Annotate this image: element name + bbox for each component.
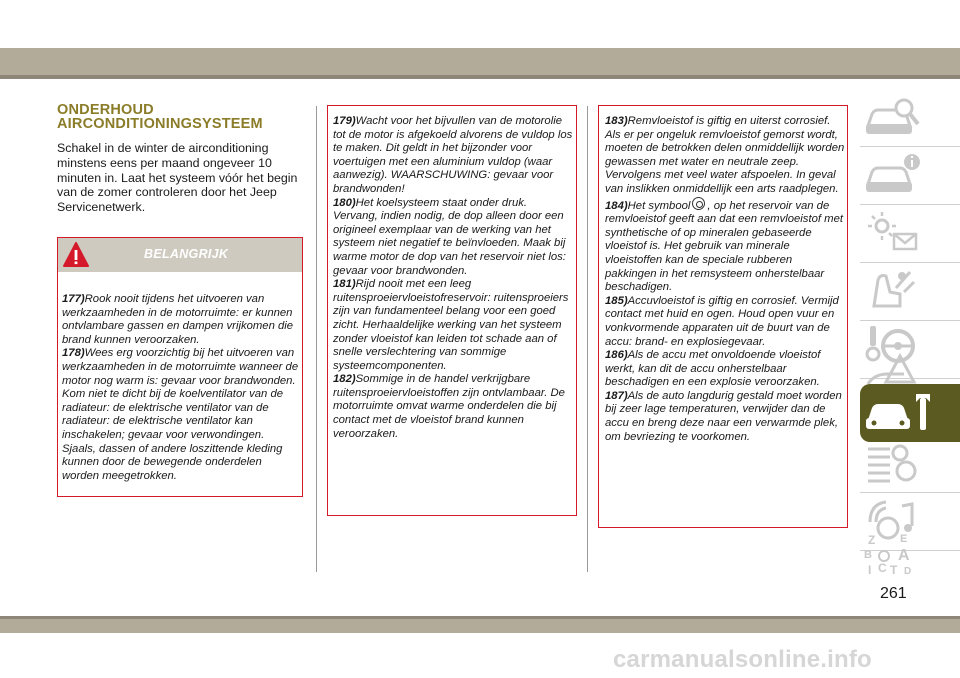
- warnings-box-column3: [598, 105, 848, 528]
- important-box-title: BELANGRIJK: [144, 247, 229, 261]
- page-number: 261: [880, 585, 907, 602]
- note-179: [333, 115, 573, 197]
- note-number: 179): [333, 115, 356, 127]
- index-letter: Z: [868, 533, 876, 547]
- nav-tab-warning-lights[interactable]: [860, 204, 960, 262]
- header-band: [0, 48, 960, 75]
- nav-tab-technical-data[interactable]: [860, 437, 960, 495]
- note-186: [605, 349, 845, 390]
- note-178: [62, 347, 300, 483]
- nav-tab-dashboard[interactable]: [860, 146, 960, 204]
- important-box: [57, 237, 303, 497]
- note-text: Rook nooit tijdens het uitvoeren van werkzaamheden in de motorruimte: er kunnen ontvlambare gassen en dampen vrijkomen die brand kunnen veroorzaken.: [62, 293, 294, 346]
- note-text: Wees erg voorzichtig bij het uitvoeren van werkzaamheden in de motorruimte wanneer de motor nog warm is: gevaar voor brandwonden. Kom niet te dicht bij de koelventilator van de radiateur: de elektrische ventilator van de radiateur: de elektrische ventilator kan inschakelen; gevaar voor verwondingen. Sjaals, dassen of andere loszittende kleding kunnen door de bewegende onderdelen worden meegetrokken.: [62, 347, 299, 482]
- note-number: 178): [62, 347, 85, 360]
- note-185: [605, 295, 845, 349]
- footer-band: [0, 619, 960, 633]
- note-187: [605, 390, 845, 444]
- nav-tab-getting-to-know[interactable]: [860, 88, 960, 146]
- section-heading-line2: AIRCONDITIONINGSYSTEEM: [57, 116, 263, 132]
- alphabetical-index-icon: [860, 526, 960, 584]
- note-text: Het koelsysteem staat onder druk. Vervang, indien nodig, de dop alleen door een origineel exemplaar van de werking van het systeem niet negatief te beïnvloeden. Maak bij warme motor de dop van het reservoir niet los: gevaar voor brandwonden.: [333, 196, 566, 277]
- warning-light-message-icon: [860, 204, 960, 262]
- nav-tab-index[interactable]: [860, 526, 960, 584]
- note-text: Wacht voor het bijvullen van de motorolie tot de motor is afgekoeld alvorens de vuldop los te maken. Dit geldt in het bijzonder voor voertuigen met een aluminium vuldop (waar aanwezig). WAARSCHUWING: gevaar voor brandwonden!: [333, 115, 573, 195]
- important-box-header: [58, 238, 302, 272]
- note-180: [333, 197, 573, 279]
- car-wrench-icon: [860, 384, 960, 442]
- note-number: 183): [605, 115, 628, 127]
- index-letter: E: [900, 533, 908, 545]
- watermark: carmanualsonline.info: [613, 646, 872, 673]
- specifications-gear-icon: [860, 437, 960, 495]
- note-text: Als de accu met onvoldoende vloeistof werkt, kan dit de accu onherstelbaar beschadigen en een explosie veroorzaken.: [605, 349, 821, 389]
- index-letter: C: [878, 561, 887, 575]
- note-number: 177): [62, 293, 85, 305]
- column-divider: [587, 106, 588, 572]
- seat-airbag-icon: [860, 262, 960, 320]
- note-number: 186): [605, 349, 628, 362]
- warnings-box-column2: [327, 105, 577, 516]
- warning-triangle-icon: [62, 241, 90, 269]
- top-margin: [0, 0, 960, 48]
- index-letter: A: [898, 547, 910, 564]
- note-183: [605, 115, 845, 197]
- note-number: 187): [605, 389, 628, 402]
- column-divider: [316, 106, 317, 572]
- warnings-body-column2: [333, 115, 573, 441]
- note-177: [62, 293, 300, 347]
- index-letter: D: [904, 566, 912, 577]
- index-letter: B: [864, 549, 872, 561]
- note-text: Als de auto langdurig gestald moet worden bij zeer lage temperaturen, verwijder dan de accu en breng deze naar een verwarmde plek, om bevriezing te voorkomen.: [605, 389, 842, 443]
- section-heading: [57, 103, 307, 131]
- note-text: , op het reservoir van de remvloeistof geeft aan dat een remvloeistof met synthetische of op mineralen gebaseerde vloeistof is. Het gebruik van minerale vloeistoffen kan de speciale rubberen pakkingen in het remsysteem onherstelbaar beschadigen.: [605, 199, 843, 294]
- nav-tab-service-maintenance[interactable]: [860, 384, 960, 442]
- important-box-body: [62, 293, 300, 483]
- section-heading-line1: ONDERHOUD: [57, 102, 154, 118]
- note-text: Accuvloeistof is giftig en corrosief. Vermijd contact met huid en ogen. Houd open vuur en vonkvormende apparaten uit de buurt van de accu: brand- en explosiegevaar.: [605, 294, 839, 348]
- note-184: [605, 197, 845, 295]
- intro-paragraph: Schakel in de winter de airconditioning minstens eens per maand ongeveer 10 minuten in. Laat het systeem vóór het begin van de zomer controleren door het Jeep Servicenetwerk.: [57, 141, 298, 215]
- note-181: [333, 278, 573, 373]
- note-text: Rijd nooit met een leeg ruitensproeiervloeistofreservoir: ruitensproeiers zijn van fundamenteel belang voor een goed zicht. Herhaaldelijke werking van het systeem zonder vloeistof kan leiden tot schade aan of snelle verslechtering van sommige systeemcomponenten.: [333, 278, 569, 372]
- warnings-body-column3: [605, 115, 845, 444]
- note-text: Remvloeistof is giftig en uiterst corrosief. Als er per ongeluk remvloeistof gemorst wordt, moeten de betrokken delen onmiddellijk worden gewassen met water en neutrale zeep. Vervolgens met veel water afspoelen. In geval van inslikken onmiddellijk een arts raadplegen.: [605, 115, 845, 195]
- index-letter: I: [868, 563, 872, 577]
- note-182: [333, 373, 573, 441]
- note-text: Sommige in de handel verkrijgbare ruitensproeiervloeistoffen zijn ontvlambaar. De motorruimte omvat warme onderdelen die bij contact met de vloeistof brand kunnen veroorzaken.: [333, 373, 565, 440]
- note-number: 181): [333, 278, 356, 291]
- note-number: 182): [333, 373, 356, 386]
- note-number: 184): [605, 199, 628, 212]
- note-number: 185): [605, 294, 628, 307]
- index-letter: T: [890, 563, 898, 577]
- note-text: Het symbool: [627, 199, 691, 212]
- car-search-icon: [860, 88, 960, 146]
- car-info-icon: [860, 146, 960, 204]
- note-number: 180): [333, 196, 356, 209]
- header-band-line: [0, 75, 960, 79]
- nav-tab-safety[interactable]: [860, 262, 960, 320]
- brake-fluid-symbol-icon: [692, 197, 705, 210]
